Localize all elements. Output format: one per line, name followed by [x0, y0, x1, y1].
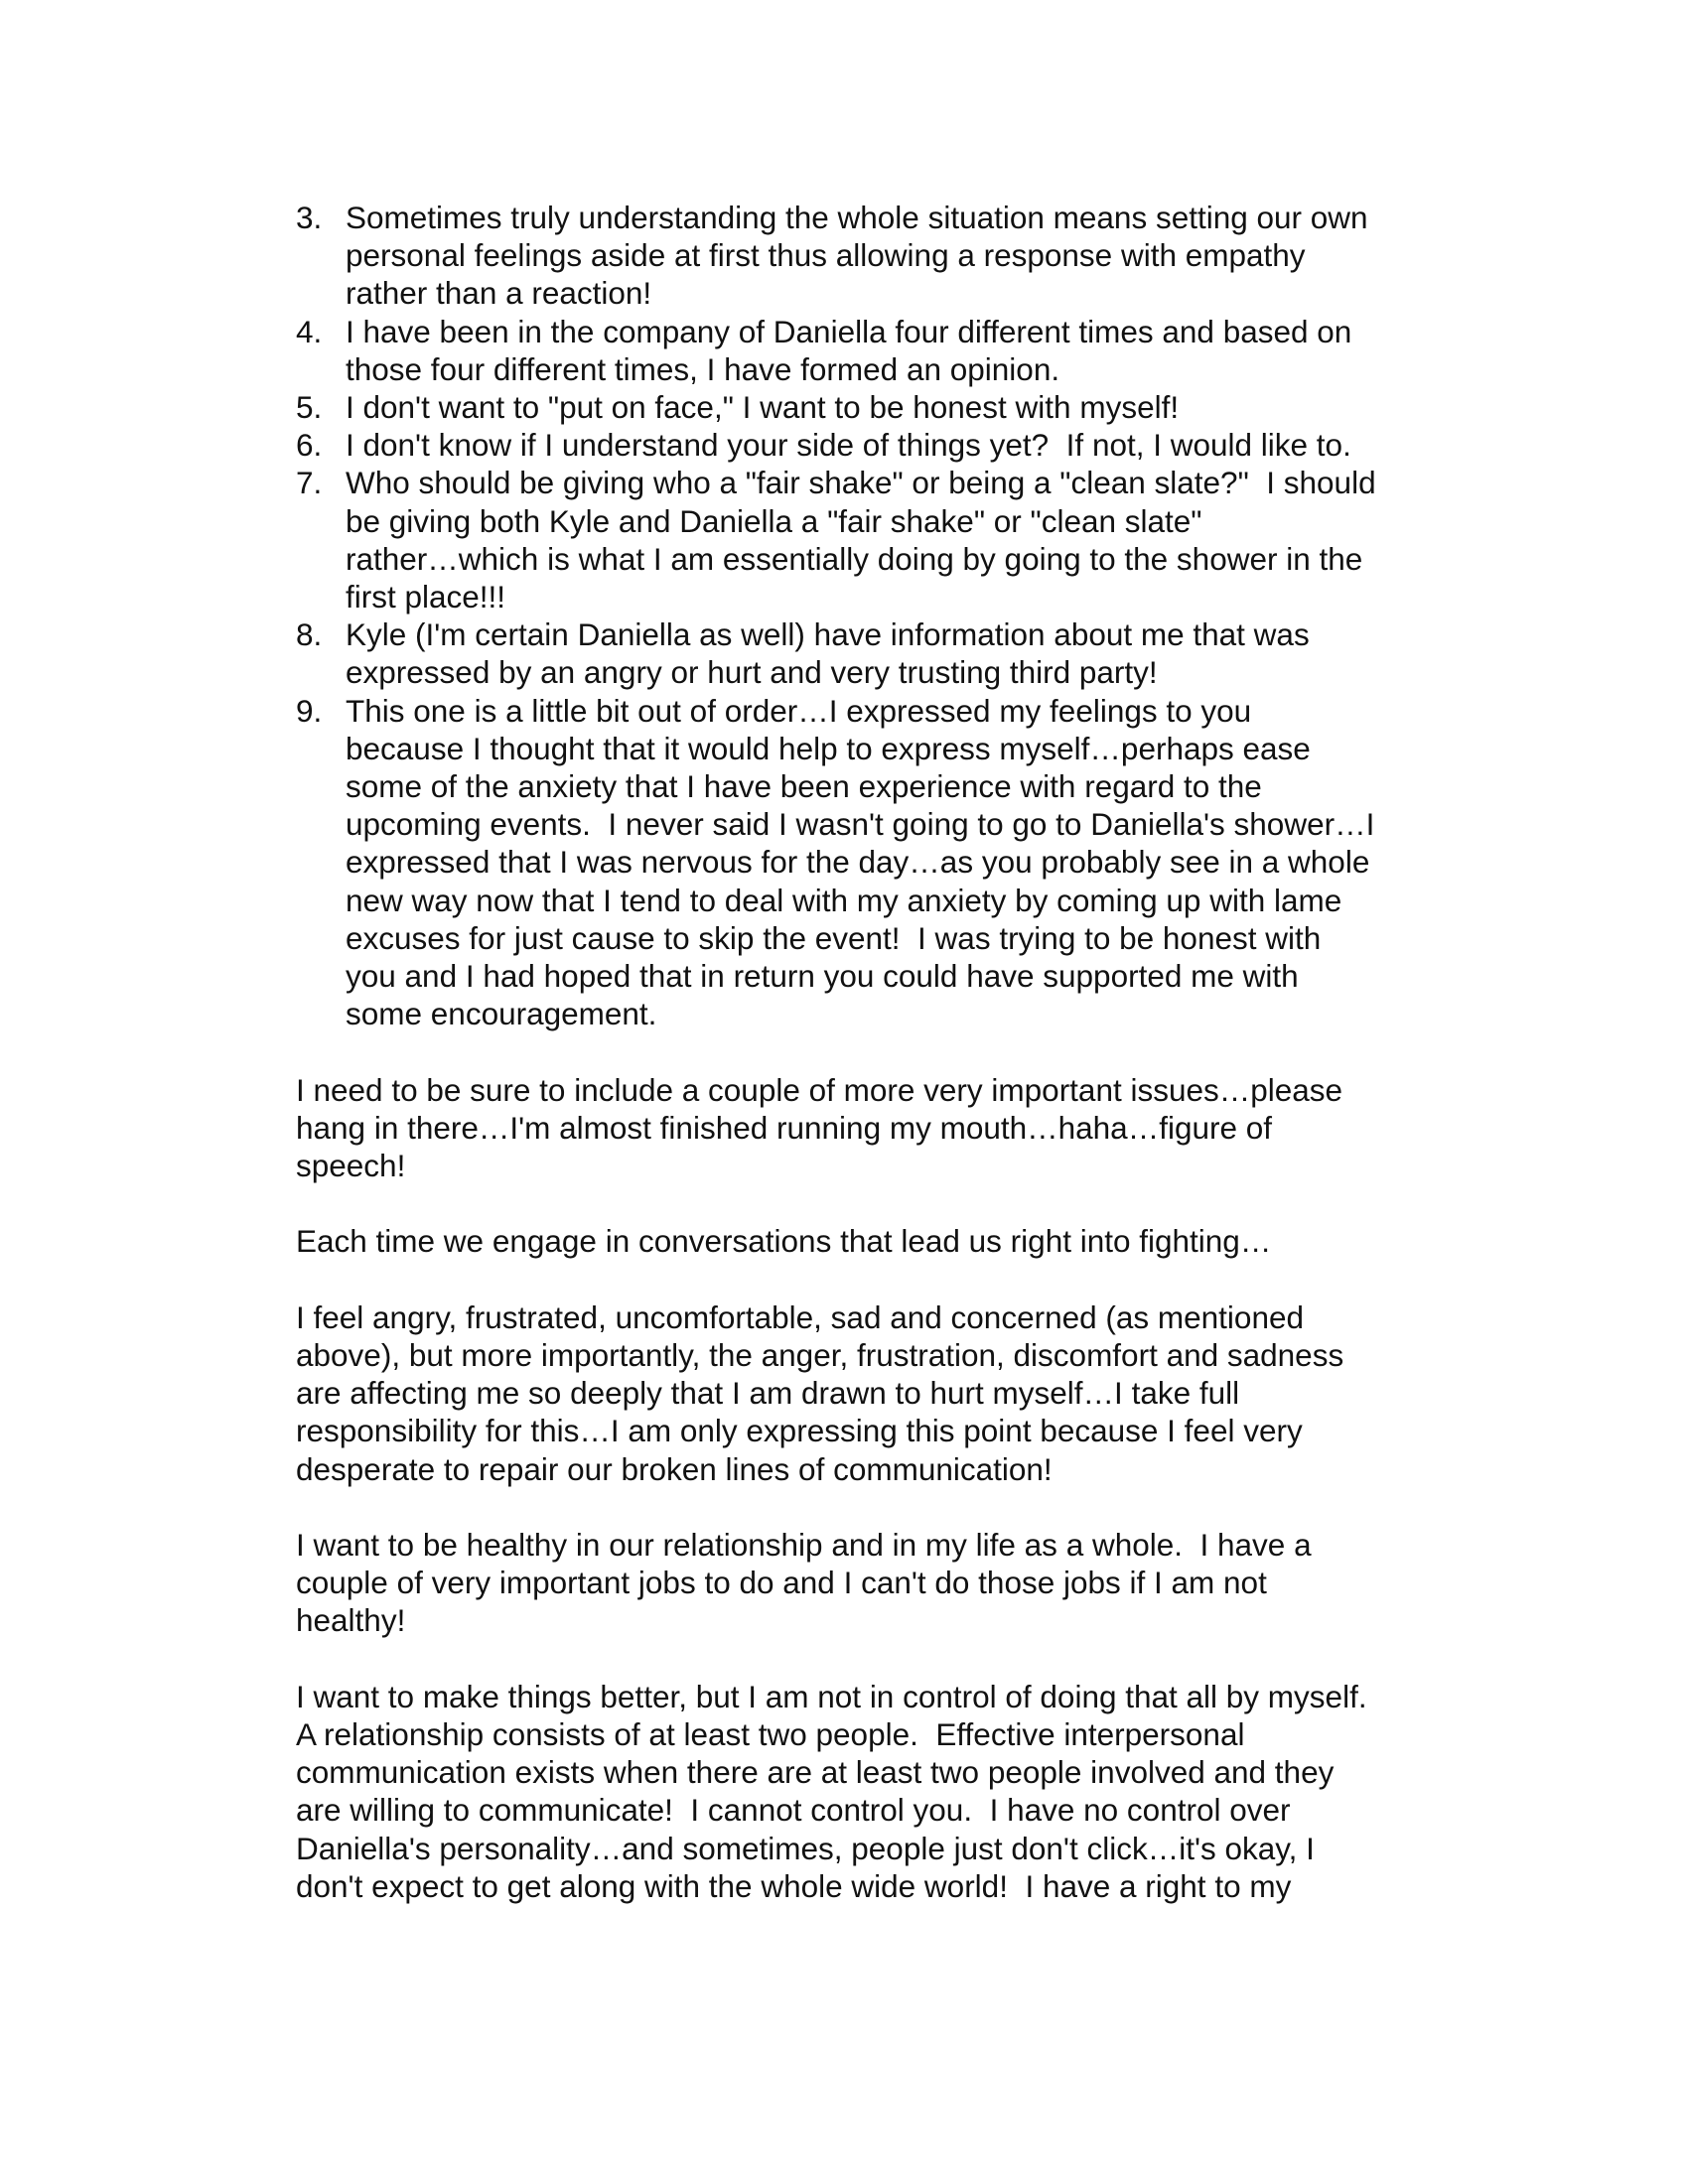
- list-item-text: [346, 388, 1438, 426]
- list-item-text: [346, 615, 1438, 691]
- paragraph: [296, 1526, 1438, 1640]
- text-line: couple of very important jobs to do and I can't do those jobs if I am not: [296, 1565, 1267, 1601]
- text-line: are willing to communicate! I cannot control you. I have no control over: [296, 1792, 1291, 1829]
- text-line: some of the anxiety that I have been experience with regard to the: [346, 768, 1262, 805]
- text-line: I need to be sure to include a couple of more very important issues…please: [296, 1071, 1343, 1108]
- text-line: personal feelings aside at first thus allowing a response with empathy: [346, 237, 1306, 274]
- list-item-text: [346, 692, 1438, 1033]
- list-item-text: [346, 426, 1438, 464]
- list-item-number: 4.: [296, 313, 323, 349]
- text-line: are affecting me so deeply that I am drawn to hurt myself…I take full: [296, 1375, 1240, 1412]
- text-line: don't expect to get along with the whole wide world! I have a right to my: [296, 1867, 1292, 1904]
- list-item-text: [346, 199, 1438, 313]
- list-item-number: 5.: [296, 389, 323, 426]
- list-item: [296, 199, 1438, 313]
- list-item: [296, 464, 1438, 615]
- text-line: some encouragement.: [346, 996, 657, 1032]
- text-line: expressed that I was nervous for the day…as you probably see in a whole: [346, 844, 1370, 881]
- text-line: Daniella's personality…and sometimes, people just don't click…it's okay, I: [296, 1830, 1315, 1866]
- text-line: upcoming events. I never said I wasn't going to go to Daniella's shower…I: [346, 806, 1375, 843]
- text-line: I have been in the company of Daniella four different times and based on: [346, 313, 1352, 349]
- list-item-number: 3.: [296, 200, 323, 235]
- text-line: excuses for just cause to skip the event! I was trying to be honest with: [346, 919, 1322, 956]
- list-item-number: 7.: [296, 465, 323, 501]
- list-item: [296, 692, 1438, 1033]
- list-item: [296, 388, 1438, 426]
- paragraph: [296, 1298, 1438, 1488]
- text-line: I want to be healthy in our relationship and in my life as a whole. I have a: [296, 1527, 1312, 1564]
- text-line: responsibility for this…I am only expressing this point because I feel very: [296, 1413, 1303, 1449]
- text-line: first place!!!: [346, 579, 506, 615]
- text-line: expressed by an angry or hurt and very trusting third party!: [346, 654, 1158, 691]
- text-line: healthy!: [296, 1602, 406, 1639]
- list-item: [296, 313, 1438, 388]
- document-body: [296, 199, 1438, 1905]
- text-line: Sometimes truly understanding the whole situation means setting our own: [346, 200, 1368, 235]
- list-item-number: 6.: [296, 427, 323, 464]
- text-line: A relationship consists of at least two people. Effective interpersonal: [296, 1716, 1245, 1753]
- text-line: Each time we engage in conversations that lead us right into fighting…: [296, 1223, 1272, 1260]
- text-line: you and I had hoped that in return you could have supported me with: [346, 958, 1299, 995]
- list-item-number: 9.: [296, 692, 323, 729]
- text-line: I don't want to "put on face," I want to be honest with myself!: [346, 389, 1180, 426]
- paragraph: [296, 1678, 1438, 1905]
- list-item-number: 8.: [296, 616, 323, 653]
- text-line: rather than a reaction!: [346, 275, 652, 312]
- text-line: new way now that I tend to deal with my anxiety by coming up with lame: [346, 882, 1342, 918]
- text-line: above), but more importantly, the anger, frustration, discomfort and sadness: [296, 1337, 1344, 1374]
- text-line: because I thought that it would help to express myself…perhaps ease: [346, 730, 1311, 766]
- numbered-list: [296, 199, 1438, 1032]
- list-item: [296, 426, 1438, 464]
- text-line: hang in there…I'm almost finished running my mouth…haha…figure of: [296, 1109, 1273, 1146]
- text-line: This one is a little bit out of order…I expressed my feelings to you: [346, 692, 1252, 729]
- list-item: [296, 615, 1438, 691]
- text-line: Who should be giving who a "fair shake" or being a "clean slate?" I should: [346, 465, 1376, 501]
- list-item-text: [346, 313, 1438, 388]
- text-line: rather…which is what I am essentially doing by going to the shower in the: [346, 540, 1363, 577]
- list-item-text: [346, 464, 1438, 615]
- paragraph: [296, 1222, 1438, 1260]
- text-line: Kyle (I'm certain Daniella as well) have information about me that was: [346, 616, 1310, 653]
- text-line: speech!: [296, 1148, 406, 1184]
- text-line: those four different times, I have formed an opinion.: [346, 350, 1060, 387]
- text-line: I want to make things better, but I am not in control of doing that all by myself.: [296, 1678, 1367, 1714]
- text-line: be giving both Kyle and Daniella a "fair shake" or "clean slate": [346, 502, 1202, 539]
- text-line: I don't know if I understand your side of things yet? If not, I would like to.: [346, 427, 1351, 464]
- text-line: desperate to repair our broken lines of communication!: [296, 1450, 1053, 1487]
- text-line: communication exists when there are at least two people involved and they: [296, 1754, 1335, 1791]
- text-line: I feel angry, frustrated, uncomfortable, sad and concerned (as mentioned: [296, 1298, 1304, 1335]
- paragraph: [296, 1071, 1438, 1185]
